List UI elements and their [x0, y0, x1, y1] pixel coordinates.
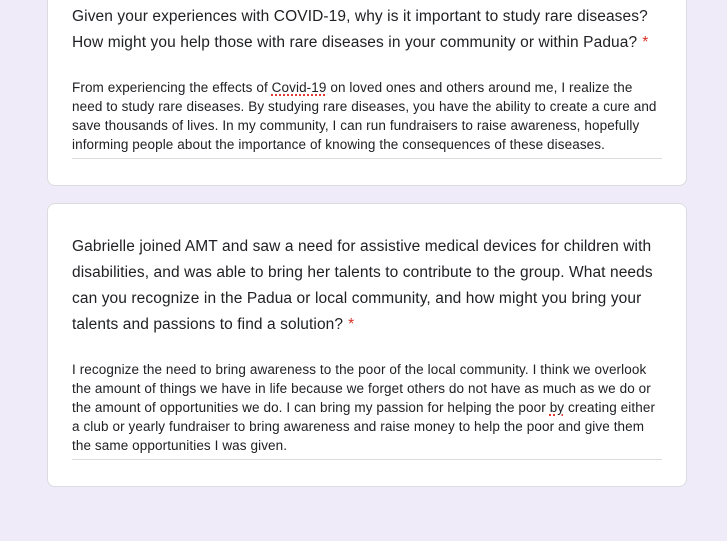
answer-text-segment: From experiencing the effects of — [72, 80, 272, 95]
form-column — [47, 0, 687, 487]
question-title-text: Gabrielle joined AMT and saw a need for assistive medical devices for children with disabilities, and was able to bring her talents to contribute to the group. What needs can you recognize in the Padua or local community, and how might you bring your talents and passions to find a solution? — [72, 238, 653, 333]
answer-text-segment: creating either a club or yearly fundraiser to bring awareness and raise money to help the poor and give them the same opportunities I was given. — [72, 400, 659, 453]
question-title — [72, 4, 662, 56]
long-answer-input[interactable] — [72, 360, 662, 460]
required-asterisk: * — [348, 316, 355, 333]
question-card-2 — [47, 203, 687, 487]
long-answer-input[interactable] — [72, 78, 662, 159]
spellcheck-flagged-word: by — [549, 400, 565, 415]
question-title-text: Given your experiences with COVID-19, why is it important to study rare diseases? How might you help those with rare diseases in your community or within Padua? — [72, 8, 648, 51]
answer-text-segment: I recognize the need to bring awareness to the poor of the local community. I think we overlook the amount of things we have in life because we forget others do not have as much as we do or the amount of opportunities we do. I can bring my passion for helping the poor — [72, 362, 655, 415]
required-asterisk: * — [642, 34, 649, 51]
answer-text-segment: on loved ones and others around me, I realize the need to study rare diseases. By studying rare diseases, you have the ability to create a cure and save thousands of lives. In my community, I can run fundraisers to raise awareness, hopefully informing people about the importance of knowing the consequences of these diseases. — [72, 80, 661, 152]
spellcheck-flagged-word: Covid-19 — [271, 80, 327, 95]
question-card-1 — [47, 0, 687, 186]
question-title — [72, 234, 662, 338]
